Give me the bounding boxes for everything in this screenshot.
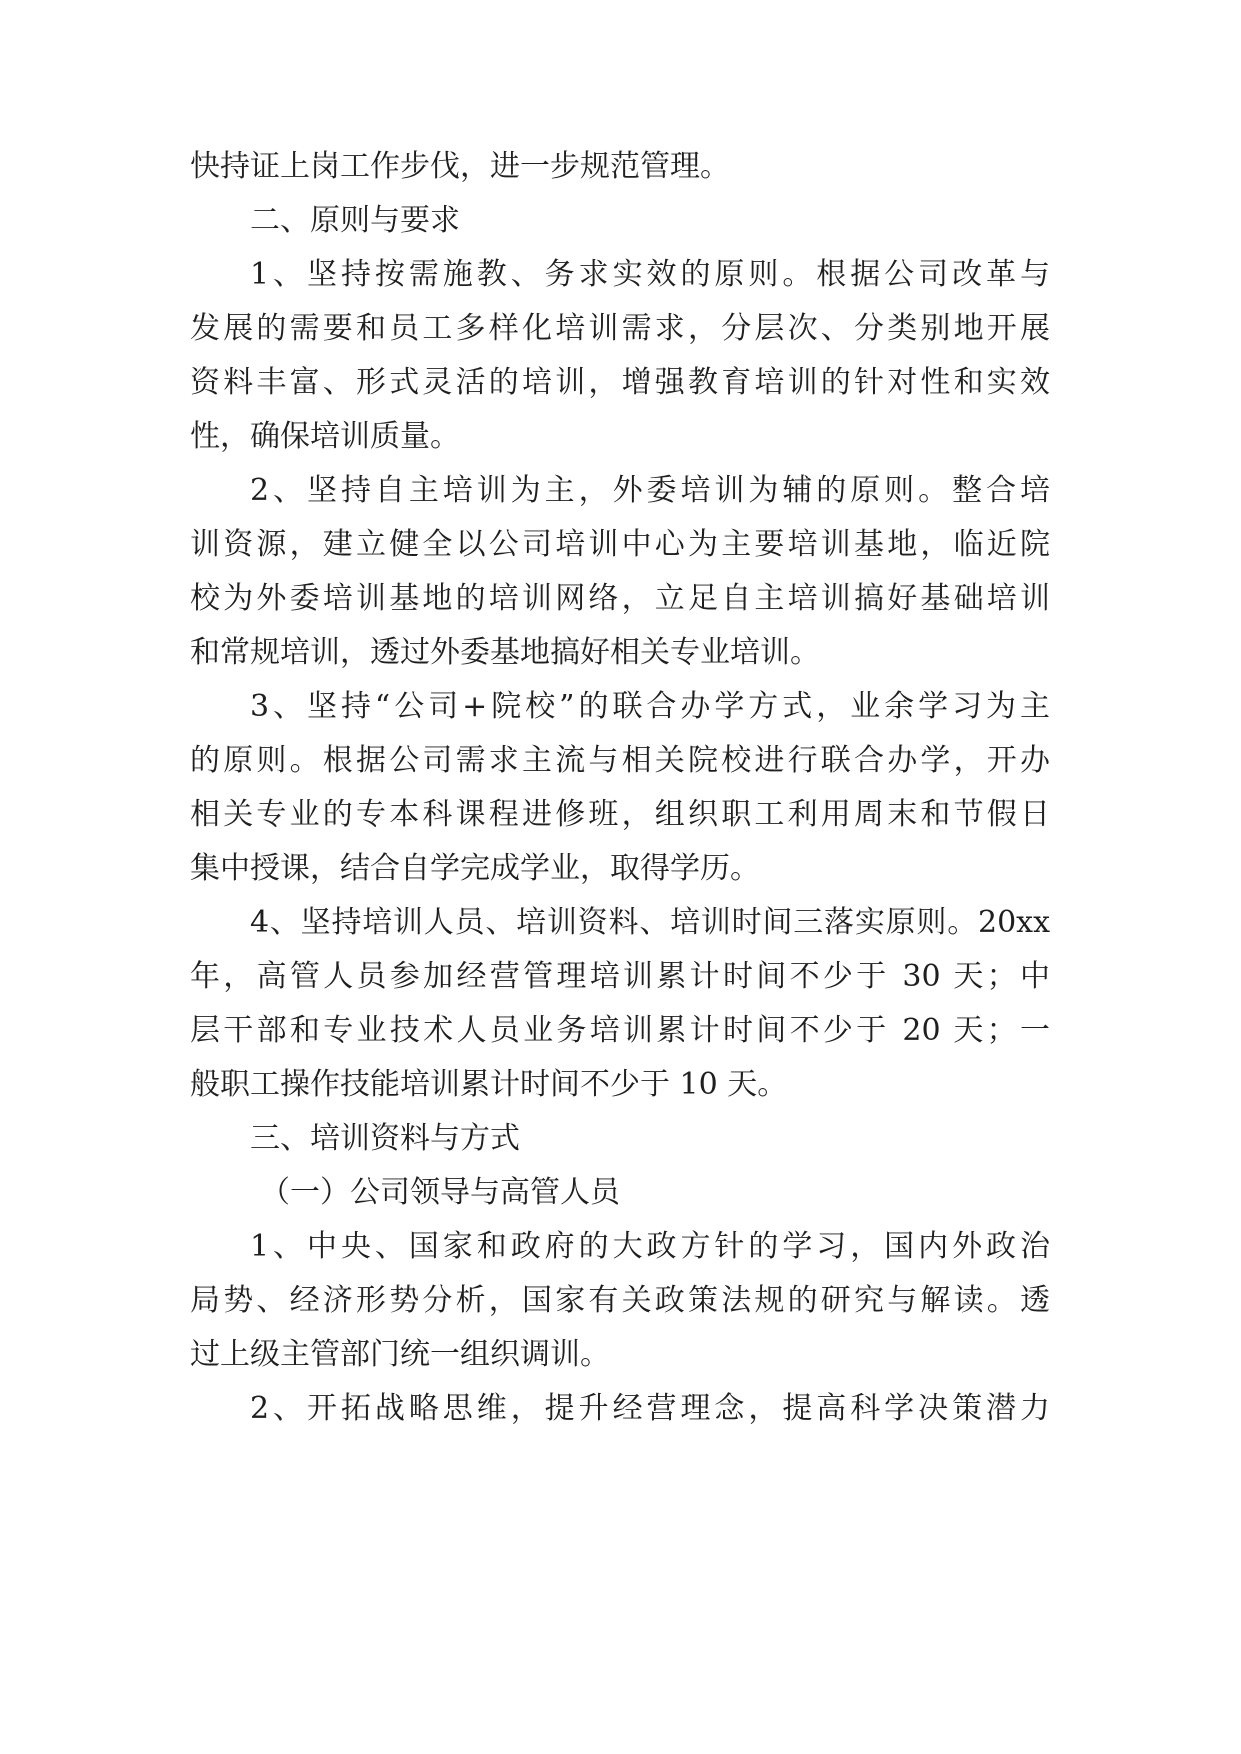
paragraph-line: 2、开拓战略思维，提升经营理念，提高科学决策潜力: [250, 1391, 1050, 1426]
paragraph-line: 过上级主管部门统一组织调训。: [190, 1337, 610, 1372]
paragraph-line: 集中授课，结合自学完成学业，取得学历。: [190, 851, 760, 886]
paragraph-line: 训资源，建立健全以公司培训中心为主要培训基地，临近院: [190, 527, 1050, 562]
paragraph-line: 年，高管人员参加经营管理培训累计时间不少于 30 天；中: [190, 959, 1050, 994]
paragraph-line: 和常规培训，透过外委基地搞好相关专业培训。: [190, 635, 820, 670]
paragraph-line: 局势、经济形势分析，国家有关政策法规的研究与解读。透: [190, 1283, 1050, 1318]
paragraph-line: 般职工操作技能培训累计时间不少于 10 天。: [190, 1067, 788, 1102]
section-heading: 二、原则与要求: [250, 203, 460, 238]
paragraph-line: 4、坚持培训人员、培训资料、培训时间三落实原则。20xx: [250, 905, 1050, 940]
paragraph-line: 发展的需要和员工多样化培训需求，分层次、分类别地开展: [190, 311, 1050, 346]
paragraph-line: 的原则。根据公司需求主流与相关院校进行联合办学，开办: [190, 743, 1050, 778]
paragraph-line: 1、中央、国家和政府的大政方针的学习，国内外政治: [250, 1229, 1050, 1264]
paragraph-line: 校为外委培训基地的培训网络，立足自主培训搞好基础培训: [190, 581, 1050, 616]
paragraph-line: 3、坚持“公司+院校”的联合办学方式，业余学习为主: [250, 689, 1050, 724]
paragraph-line: 1、坚持按需施教、务求实效的原则。根据公司改革与: [250, 257, 1050, 292]
paragraph-line: 2、坚持自主培训为主，外委培训为辅的原则。整合培: [250, 473, 1050, 508]
subsection-heading: （一）公司领导与高管人员: [260, 1175, 620, 1210]
paragraph-line: 资料丰富、形式灵活的培训，增强教育培训的针对性和实效: [190, 365, 1050, 400]
paragraph-line: 相关专业的专本科课程进修班，组织职工利用周末和节假日: [190, 797, 1050, 832]
section-heading: 三、培训资料与方式: [250, 1121, 520, 1156]
paragraph-line: 快持证上岗工作步伐，进一步规范管理。: [190, 149, 730, 184]
paragraph-line: 层干部和专业技术人员业务培训累计时间不少于 20 天；一: [190, 1013, 1050, 1048]
paragraph-line: 性，确保培训质量。: [190, 419, 460, 454]
